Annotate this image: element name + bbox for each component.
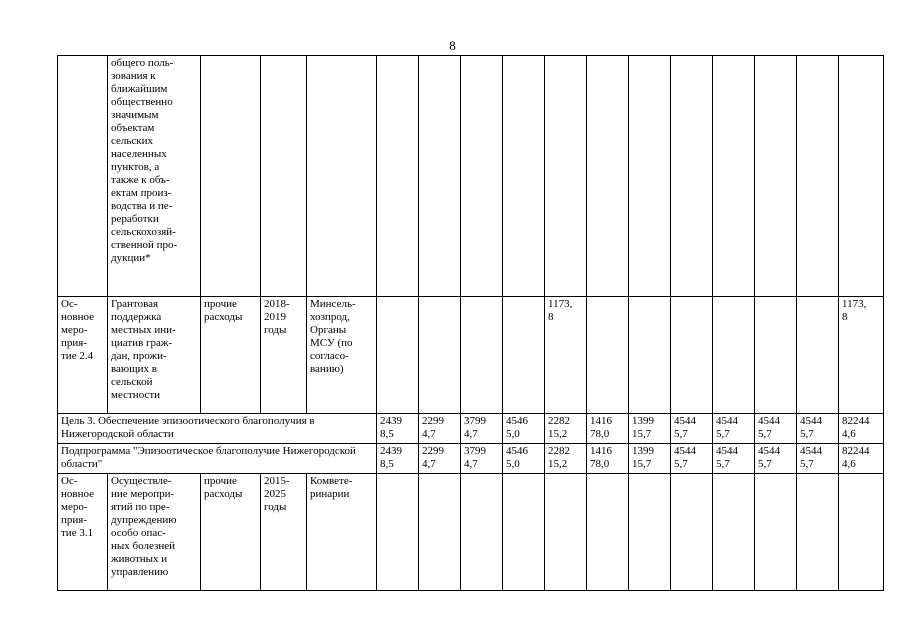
executor-cell: Минсель- хозпрод, Органы МСУ (по согласо- ванию) bbox=[307, 297, 377, 414]
value-cell: 4544 5,7 bbox=[671, 414, 713, 444]
value-cell bbox=[713, 297, 755, 414]
goal-label-cell: Цель 3. Обеспечение эпизоотического благополучия в Нижегородской области bbox=[58, 414, 377, 444]
total-cell: 82244 4,6 bbox=[839, 414, 884, 444]
table-row bbox=[58, 56, 884, 297]
total-cell: 1173, 8 bbox=[839, 297, 884, 414]
total-cell: 82244 4,6 bbox=[839, 444, 884, 474]
value-cell bbox=[671, 474, 713, 591]
value-cell bbox=[419, 297, 461, 414]
value-cell: 4544 5,7 bbox=[797, 414, 839, 444]
value-cell bbox=[419, 474, 461, 591]
value-cell bbox=[377, 56, 419, 297]
value-cell: 1416 78,0 bbox=[587, 414, 629, 444]
value-cell: 1173, 8 bbox=[545, 297, 587, 414]
period-cell bbox=[261, 56, 307, 297]
measure-id-cell: Ос- новное меро- прия- тие 3.1 bbox=[58, 474, 108, 591]
value-cell: 2439 8,5 bbox=[377, 444, 419, 474]
value-cell: 4544 5,7 bbox=[797, 444, 839, 474]
value-cell: 2299 4,7 bbox=[419, 444, 461, 474]
measure-id-cell: Ос- новное меро- прия- тие 2.4 bbox=[58, 297, 108, 414]
value-cell bbox=[713, 56, 755, 297]
value-cell: 4544 5,7 bbox=[755, 414, 797, 444]
value-cell bbox=[419, 56, 461, 297]
value-cell: 4546 5,0 bbox=[503, 444, 545, 474]
value-cell: 4546 5,0 bbox=[503, 414, 545, 444]
value-cell bbox=[629, 56, 671, 297]
value-cell: 4544 5,7 bbox=[671, 444, 713, 474]
value-cell bbox=[377, 474, 419, 591]
value-cell bbox=[503, 474, 545, 591]
period-cell: 2015- 2025 годы bbox=[261, 474, 307, 591]
value-cell bbox=[671, 56, 713, 297]
value-cell bbox=[713, 474, 755, 591]
value-cell bbox=[671, 297, 713, 414]
value-cell bbox=[545, 474, 587, 591]
value-cell bbox=[461, 56, 503, 297]
page-number: 8 bbox=[449, 38, 456, 53]
value-cell: 2282 15,2 bbox=[545, 444, 587, 474]
value-cell: 1399 15,7 bbox=[629, 444, 671, 474]
total-cell bbox=[839, 56, 884, 297]
value-cell bbox=[587, 474, 629, 591]
value-cell: 3799 4,7 bbox=[461, 444, 503, 474]
period-cell: 2018- 2019 годы bbox=[261, 297, 307, 414]
value-cell bbox=[545, 56, 587, 297]
value-cell bbox=[503, 56, 545, 297]
value-cell: 2299 4,7 bbox=[419, 414, 461, 444]
value-cell bbox=[755, 56, 797, 297]
value-cell: 3799 4,7 bbox=[461, 414, 503, 444]
value-cell bbox=[755, 474, 797, 591]
value-cell: 2439 8,5 bbox=[377, 414, 419, 444]
value-cell: 1416 78,0 bbox=[587, 444, 629, 474]
program-table bbox=[57, 55, 884, 591]
value-cell bbox=[755, 297, 797, 414]
executor-cell: Комвете- ринарии bbox=[307, 474, 377, 591]
cost-type-cell: прочие расходы bbox=[201, 474, 261, 591]
table-row bbox=[58, 297, 884, 414]
table-row bbox=[58, 414, 884, 444]
table-row bbox=[58, 474, 884, 591]
subprogram-label-cell: Подпрограмма "Эпизоотическое благополучие Нижегородской области" bbox=[58, 444, 377, 474]
value-cell bbox=[377, 297, 419, 414]
measure-name-cell: Осуществле- ние меропри- ятий по пре- дупреждению особо опас- ных болезней животных и управлению bbox=[108, 474, 201, 591]
value-cell bbox=[587, 56, 629, 297]
value-cell: 2282 15,2 bbox=[545, 414, 587, 444]
value-cell: 4544 5,7 bbox=[755, 444, 797, 474]
value-cell bbox=[797, 297, 839, 414]
value-cell: 1399 15,7 bbox=[629, 414, 671, 444]
value-cell bbox=[797, 474, 839, 591]
table-row bbox=[58, 444, 884, 474]
value-cell bbox=[797, 56, 839, 297]
value-cell bbox=[461, 474, 503, 591]
cost-type-cell bbox=[201, 56, 261, 297]
value-cell: 4544 5,7 bbox=[713, 444, 755, 474]
measure-id-cell bbox=[58, 56, 108, 297]
value-cell bbox=[461, 297, 503, 414]
value-cell: 4544 5,7 bbox=[713, 414, 755, 444]
measure-name-cell: Грантовая поддержка местных ини- циатив граж- дан, прожи- вающих в сельской местности bbox=[108, 297, 201, 414]
value-cell bbox=[629, 474, 671, 591]
total-cell bbox=[839, 474, 884, 591]
measure-name-cell: общего поль- зования к ближайшим общественно значимым объектам сельских населенных пунктов, а также к объ- ектам произ- водства и пе- реработки сельскохозяй- ственной про- дукции* bbox=[108, 56, 201, 297]
value-cell bbox=[629, 297, 671, 414]
value-cell bbox=[503, 297, 545, 414]
value-cell bbox=[587, 297, 629, 414]
cost-type-cell: прочие расходы bbox=[201, 297, 261, 414]
executor-cell bbox=[307, 56, 377, 297]
